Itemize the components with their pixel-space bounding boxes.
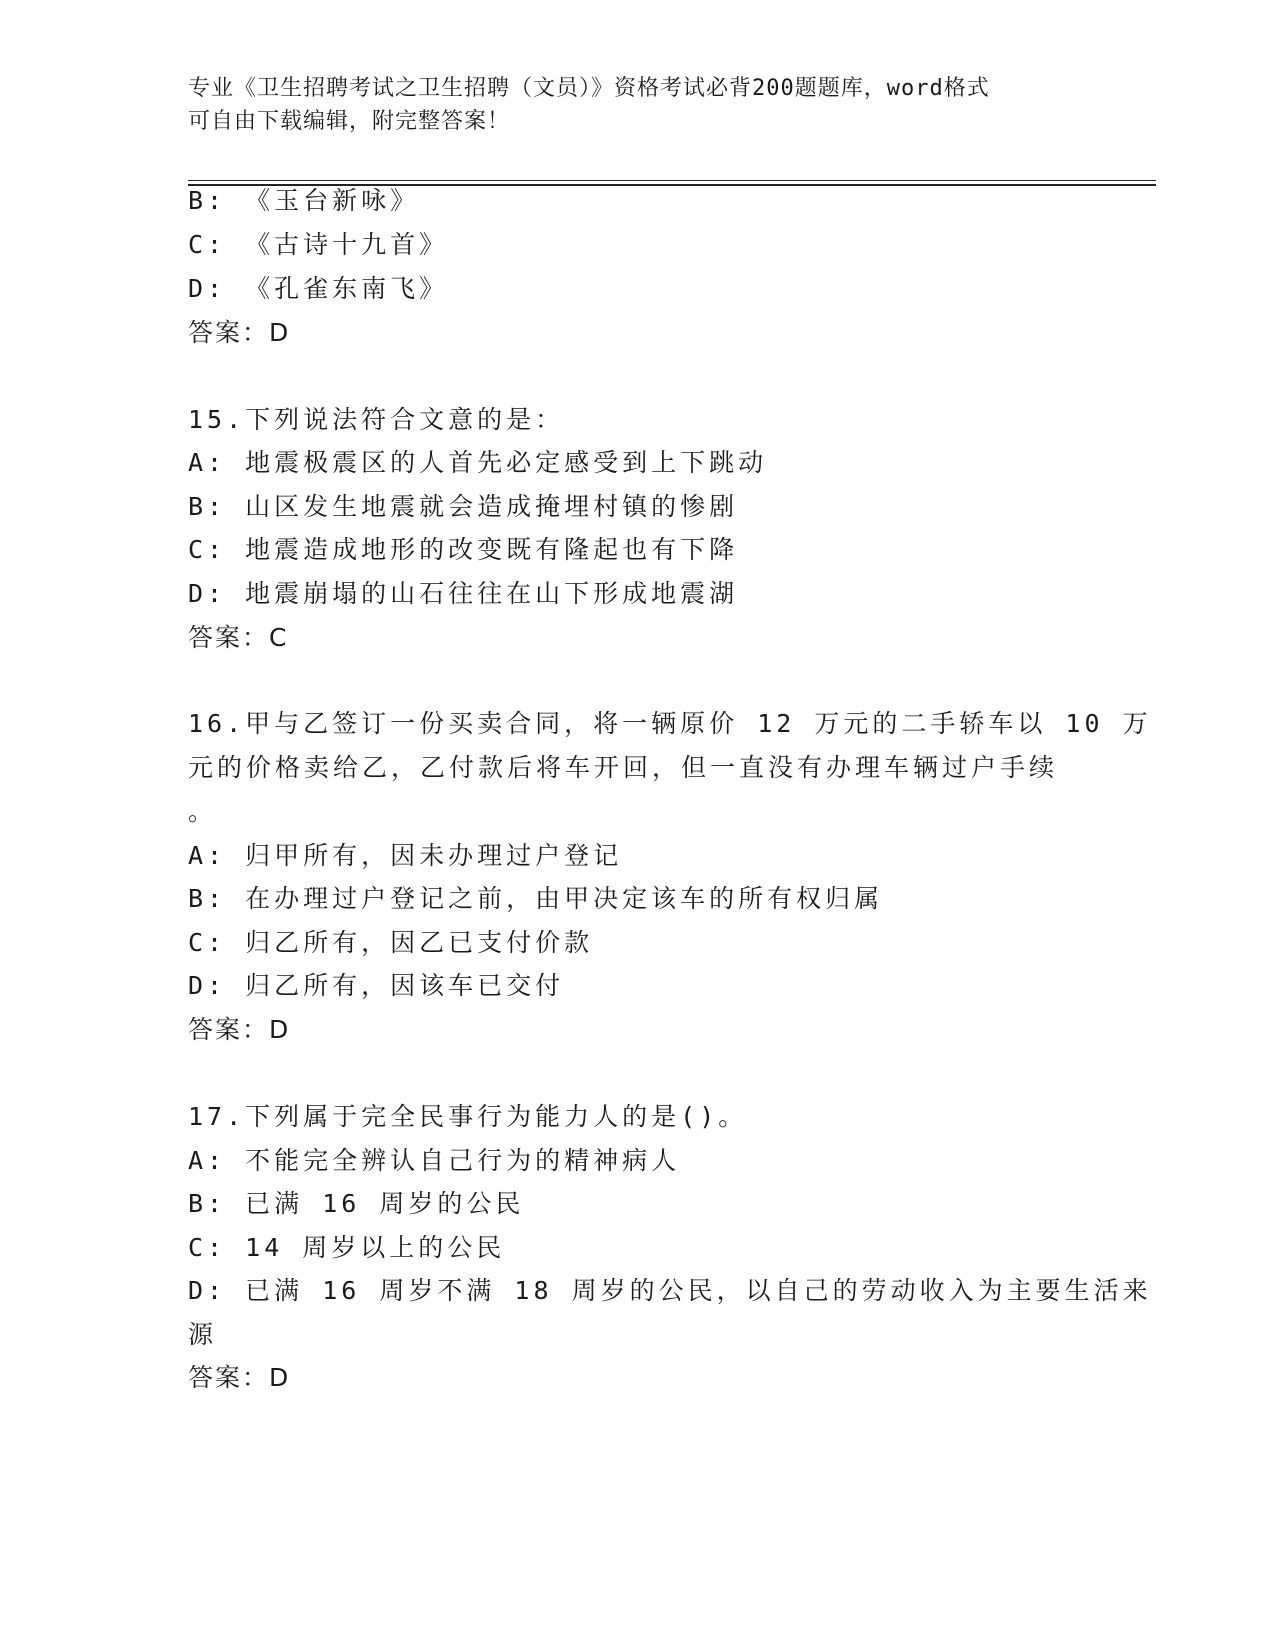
q14-option-b: B: 《玉台新咏》 — [188, 186, 420, 215]
q16-answer: 答案：D — [188, 1015, 291, 1044]
q15-option-a: A: 地震极震区的人首先必定感受到上下跳动 — [188, 448, 768, 477]
header-line-1: 专业《卫生招聘考试之卫生招聘（文员）》资格考试必背200题题库，word格式 — [188, 76, 990, 101]
q17-answer: 答案：D — [188, 1363, 291, 1392]
q17-option-d-wrap: 源 — [188, 1320, 218, 1349]
q16-option-c: C: 归乙所有，因乙已支付价款 — [188, 928, 594, 957]
q14-answer: 答案：D — [188, 318, 291, 347]
q15-option-c: C: 地震造成地形的改变既有隆起也有下降 — [188, 535, 739, 564]
q15-stem: 15.下列说法符合文意的是： — [188, 405, 565, 434]
q17-option-a: A: 不能完全辨认自己行为的精神病人 — [188, 1146, 681, 1175]
q14-option-c: C: 《古诗十九首》 — [188, 230, 449, 259]
q14-option-d: D: 《孔雀东南飞》 — [188, 274, 449, 303]
q17-option-c: C: 14 周岁以上的公民 — [188, 1233, 506, 1262]
q15-option-b: B: 山区发生地震就会造成掩埋村镇的惨剧 — [188, 492, 739, 521]
header-line-2: 可自由下载编辑，附完整答案！ — [188, 109, 511, 134]
q16-stem-line-3: 。 — [188, 797, 218, 826]
q16-option-a: A: 归甲所有，因未办理过户登记 — [188, 841, 623, 870]
q17-option-b: B: 已满 16 周岁的公民 — [188, 1189, 525, 1218]
header-divider-top — [188, 180, 1156, 181]
q15-answer: 答案：C — [188, 623, 289, 652]
q16-option-d: D: 归乙所有，因该车已交付 — [188, 971, 565, 1000]
q15-option-d: D: 地震崩塌的山石往往在山下形成地震湖 — [188, 579, 739, 608]
q16-stem-line-1: 16.甲与乙签订一份买卖合同，将一辆原价 12 万元的二手轿车以 10 万 — [188, 709, 1152, 738]
document-header — [188, 72, 1068, 138]
q16-option-b: B: 在办理过户登记之前，由甲决定该车的所有权归属 — [188, 884, 884, 913]
q16-stem-line-2: 元的价格卖给乙，乙付款后将车开回，但一直没有办理车辆过户手续 — [188, 753, 1059, 782]
q17-option-d: D: 已满 16 周岁不满 18 周岁的公民，以自己的劳动收入为主要生活来 — [188, 1276, 1152, 1305]
q17-stem: 17.下列属于完全民事行为能力人的是()。 — [188, 1102, 748, 1131]
